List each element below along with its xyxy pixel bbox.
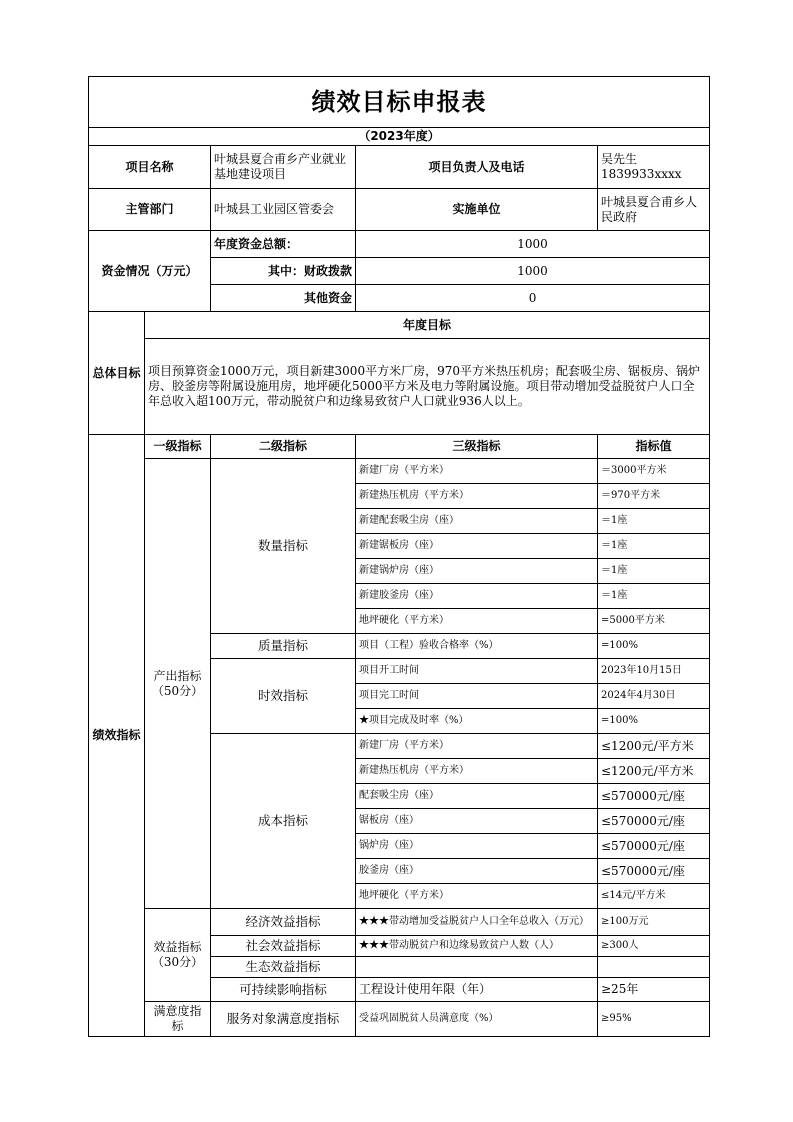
performance-form (88, 76, 709, 1037)
indicator-value: ≤570000元/座 (598, 809, 710, 834)
indicator-name: 项目完工时间 (356, 684, 598, 709)
dept-value: 叶城县工业园区管委会 (211, 189, 356, 231)
indicator-value: ＝970平方米 (598, 484, 710, 509)
indicator-value: ≤1200元/平方米 (598, 759, 710, 784)
indicator-name: 新建热压机房（平方米） (356, 484, 598, 509)
economic-label: 经济效益指标 (211, 909, 356, 936)
perf-header-l3: 三级指标 (356, 435, 598, 459)
time-label: 时效指标 (211, 659, 356, 734)
indicator-name: 新建厂房（平方米） (356, 459, 598, 484)
indicator-value: 2024年4月30日 (598, 684, 710, 709)
form-table (88, 76, 710, 1037)
indicator-value: ≥300人 (598, 936, 710, 957)
funds-finance-value: 1000 (356, 258, 710, 285)
indicator-name: 地坪硬化（平方米） (356, 884, 598, 909)
output-label: 产出指标（50分） (145, 459, 211, 909)
impl-value: 叶城县夏合甫乡人民政府 (598, 189, 710, 231)
indicator-name (356, 957, 598, 978)
indicator-name: 项目（工程）验收合格率（%） (356, 634, 598, 659)
indicator-name: 新建锅炉房（座） (356, 559, 598, 584)
indicator-name: 工程设计使用年限（年） (356, 978, 598, 1002)
quality-label: 质量指标 (211, 634, 356, 659)
dept-label: 主管部门 (89, 189, 211, 231)
satisfaction-l2-label: 服务对象满意度指标 (211, 1002, 356, 1037)
indicator-name: 新建锯板房（座） (356, 534, 598, 559)
perf-label: 绩效指标 (89, 435, 145, 1037)
indicator-value: =100% (598, 709, 710, 734)
contact-phone: 1839933xxxx (601, 167, 682, 181)
perf-header-l1: 一级指标 (145, 435, 211, 459)
funds-other-label: 其他资金 (211, 285, 356, 312)
indicator-value: ≥95% (598, 1002, 710, 1037)
indicator-name: ★★★带动增加受益脱贫户人口全年总收入（万元） (356, 909, 598, 936)
perf-header-value: 指标值 (598, 435, 710, 459)
page-title: 绩效目标申报表 (89, 77, 710, 128)
indicator-value: ＝1座 (598, 509, 710, 534)
funds-total-value: 1000 (356, 231, 710, 258)
cost-label: 成本指标 (211, 734, 356, 909)
indicator-value: ＝3000平方米 (598, 459, 710, 484)
overall-text: 项目预算资金1000万元，项目新建3000平方米厂房，970平方米热压机房；配套吸尘房、锯板房、锅炉房、胶釜房等附属设施用房，地坪硬化5000平方米及电力等附属设施。项目带动增加受益脱贫户人口全年总收入超100万元，带动脱贫户和边缘易致贫户人口就业936人以上。 (145, 339, 710, 435)
overall-label: 总体目标 (89, 312, 145, 435)
overall-header: 年度目标 (145, 312, 710, 339)
indicator-name: 新建胶釜房（座） (356, 584, 598, 609)
satisfaction-label: 满意度指标 (145, 1002, 211, 1037)
perf-header-l2: 二级指标 (211, 435, 356, 459)
indicator-value: ≥100万元 (598, 909, 710, 936)
social-label: 社会效益指标 (211, 936, 356, 957)
indicator-name: 配套吸尘房（座） (356, 784, 598, 809)
funds-label: 资金情况（万元） (89, 231, 211, 312)
indicator-value: ＝1座 (598, 584, 710, 609)
indicator-name: 新建厂房（平方米） (356, 734, 598, 759)
funds-finance-label: 其中：财政拨款 (211, 258, 356, 285)
indicator-value: ≤570000元/座 (598, 859, 710, 884)
contact-label: 项目负责人及电话 (356, 146, 598, 189)
contact-value (598, 146, 710, 189)
indicator-name: ★★★带动脱贫户和边缘易致贫户人数（人） (356, 936, 598, 957)
indicator-value: ≤570000元/座 (598, 784, 710, 809)
indicator-value: ≤14元/平方米 (598, 884, 710, 909)
funds-other-value: 0 (356, 285, 710, 312)
indicator-name: ★项目完成及时率（%） (356, 709, 598, 734)
indicator-name: 锯板房（座） (356, 809, 598, 834)
sustain-label: 可持续影响指标 (211, 978, 356, 1002)
indicator-value: 2023年10月15日 (598, 659, 710, 684)
eco-label: 生态效益指标 (211, 957, 356, 978)
indicator-name: 新建热压机房（平方米） (356, 759, 598, 784)
year-label: （2023年度） (89, 128, 710, 146)
indicator-value: ≤570000元/座 (598, 834, 710, 859)
indicator-value: ≤1200元/平方米 (598, 734, 710, 759)
indicator-value: =5000平方米 (598, 609, 710, 634)
indicator-name: 胶釜房（座） (356, 859, 598, 884)
funds-total-label: 年度资金总额： (211, 231, 356, 258)
indicator-value: ＝1座 (598, 559, 710, 584)
quantity-label: 数量指标 (211, 459, 356, 634)
indicator-name: 锅炉房（座） (356, 834, 598, 859)
project-name-value: 叶城县夏合甫乡产业就业基地建设项目 (211, 146, 356, 189)
indicator-name: 受益巩固脱贫人员满意度（%） (356, 1002, 598, 1037)
indicator-value: ＝1座 (598, 534, 710, 559)
contact-name: 吴先生 (601, 152, 638, 166)
indicator-value: =100% (598, 634, 710, 659)
project-name-label: 项目名称 (89, 146, 211, 189)
indicator-name: 项目开工时间 (356, 659, 598, 684)
indicator-value: ≥25年 (598, 978, 710, 1002)
indicator-value (598, 957, 710, 978)
indicator-name: 新建配套吸尘房（座） (356, 509, 598, 534)
benefit-label: 效益指标（30分） (145, 909, 211, 1002)
impl-label: 实施单位 (356, 189, 598, 231)
indicator-name: 地坪硬化（平方米） (356, 609, 598, 634)
